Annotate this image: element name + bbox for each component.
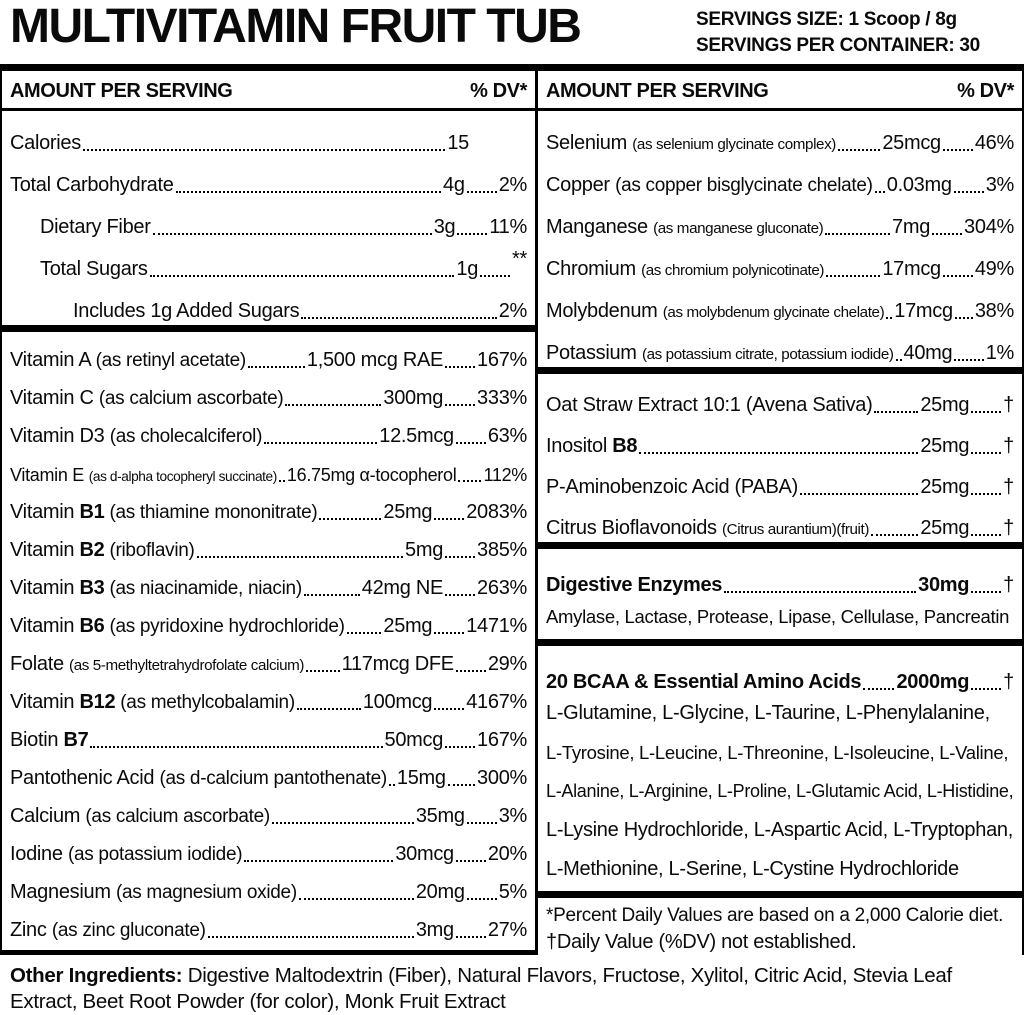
- nutrient-name-text: Vitamin A: [10, 349, 96, 371]
- dotted-leader: [467, 191, 497, 193]
- nutrient-name: [10, 349, 246, 372]
- nutrient-name-text: Biotin: [10, 729, 64, 751]
- nutrient-source-detail: (as cholecalciferol): [109, 426, 263, 447]
- nutrient-name-text: Vitamin: [10, 501, 80, 523]
- nutrient-amount: 300mg: [383, 387, 444, 409]
- nutrient-amount: 4g: [443, 174, 465, 196]
- nutrient-amount: 25mcg: [882, 132, 941, 154]
- nutrient-amount: 25mg: [920, 435, 970, 457]
- page-title: MULTIVITAMIN FRUIT TUB: [10, 0, 581, 53]
- dotted-leader: [724, 591, 916, 593]
- enzymes-list: Amylase, Lactase, Protease, Lipase, Cellulase, Pancreatin: [546, 606, 1010, 627]
- nutrient-amount: 17mcg: [894, 300, 953, 322]
- dotted-leader: [863, 688, 894, 690]
- servings-per-container: SERVINGS PER CONTAINER: 30: [696, 34, 980, 56]
- dotted-leader: [434, 632, 464, 634]
- nutrient-dv: 167%: [477, 349, 527, 371]
- nutrient-dv: 3%: [985, 174, 1014, 196]
- dotted-leader: [445, 556, 475, 558]
- top-divider: [0, 64, 1024, 71]
- nutrient-name-text: Vitamin E: [10, 465, 89, 485]
- nutrient-row: [546, 551, 1014, 597]
- dotted-leader: [299, 898, 414, 900]
- nutrient-section: [538, 374, 1022, 542]
- nutrient-name-bold: B8: [612, 435, 638, 457]
- nutrient-name: [10, 729, 88, 752]
- nutrient-name-bold: B3: [79, 577, 105, 599]
- nutrient-name-bold: B12: [79, 691, 116, 713]
- nutrient-dv: 2%: [498, 174, 527, 196]
- nutrient-source-detail: (as potassium citrate, potassium iodide): [641, 346, 894, 363]
- dotted-leader: [943, 149, 973, 151]
- other-ingredients-text: Digestive Maltodextrin (Fiber), Natural Flavors, Fructose, Xylitol, Citric Acid, Stevia Leaf Extract, Beet Root Powder (for color), Monk Fruit Extract: [10, 964, 952, 1013]
- dotted-leader: [458, 480, 481, 482]
- section-divider: [538, 542, 1022, 549]
- nutrient-name: [546, 435, 637, 458]
- dotted-leader: [448, 784, 475, 786]
- nutrient-dv: †: [1003, 476, 1014, 498]
- nutrient-dv: 263%: [477, 577, 527, 599]
- dotted-leader: [347, 632, 382, 634]
- amino-acids-line: L-Lysine Hydrochloride, L-Aspartic Acid, L-Tryptophan,: [546, 819, 1013, 841]
- nutrient-row: [10, 239, 527, 281]
- nutrient-row: [10, 486, 527, 524]
- nutrient-name: [10, 539, 195, 562]
- nutrient-name: [546, 216, 823, 239]
- dotted-leader: [971, 452, 1001, 454]
- nutrient-name-text: Vitamin: [10, 577, 80, 599]
- dotted-leader: [800, 493, 918, 495]
- nutrient-name: [40, 258, 148, 281]
- nutrient-row: [546, 648, 1014, 694]
- nutrient-dv: 63%: [487, 425, 527, 447]
- nutrient-amount: 117mcg DFE: [341, 653, 454, 675]
- section-divider: [538, 891, 1022, 898]
- nutrient-source-detail: (as manganese gluconate): [653, 220, 824, 237]
- nutrient-dv: 1471%: [466, 615, 527, 637]
- nutrient-row: [10, 790, 527, 828]
- nutrient-amount: 20mg: [415, 881, 465, 903]
- dotted-leader: [389, 784, 395, 786]
- nutrient-amount: 25mg: [383, 501, 433, 523]
- nutrient-amount: 17mcg: [882, 258, 941, 280]
- nutrient-name-text: Magnesium: [10, 881, 116, 903]
- nutrient-source-detail: (as niacinamide, niacin): [104, 578, 302, 599]
- dotted-leader: [153, 233, 432, 235]
- nutrient-row: [10, 281, 527, 323]
- nutrient-amount: 100mcg: [362, 691, 433, 713]
- right-column: [535, 71, 1024, 955]
- other-ingredients-label: Other Ingredients:: [10, 964, 183, 987]
- nutrient-dv: 333%: [477, 387, 527, 409]
- label-header: [0, 0, 1024, 64]
- nutrient-name-bold: B1: [79, 501, 105, 523]
- nutrient-name-text: Pantothenic Acid: [10, 767, 160, 789]
- nutrient-row: [546, 155, 1014, 197]
- nutrient-name: [546, 300, 884, 323]
- nutrient-name: [10, 653, 304, 676]
- nutrient-row: [546, 281, 1014, 323]
- nutrient-dv: †: [1003, 671, 1014, 693]
- nutrient-row: [10, 714, 527, 752]
- nutrient-row: [10, 410, 527, 448]
- nutrient-dv: **: [512, 248, 527, 270]
- nutrient-row: [546, 376, 1014, 417]
- nutrient-amount: 30mg: [918, 574, 970, 596]
- nutrient-amount: 25mg: [920, 476, 970, 498]
- nutrient-source-detail: (as calcium ascorbate): [85, 806, 270, 827]
- nutrient-name-text: Iodine: [10, 843, 68, 865]
- nutrient-name: [10, 843, 242, 866]
- nutrient-dv: 4167%: [466, 691, 527, 713]
- nutrient-name: [546, 258, 824, 281]
- nutrient-dv: 2%: [498, 300, 527, 322]
- dotted-leader: [480, 275, 510, 277]
- nutrient-name: [10, 881, 297, 904]
- nutrient-amount: 2000mg: [896, 671, 970, 693]
- nutrient-dv: 27%: [487, 919, 527, 941]
- nutrient-row: [546, 417, 1014, 458]
- nutrient-name-bold: B6: [79, 615, 105, 637]
- percent-dv-label: % DV*: [957, 80, 1014, 102]
- other-ingredients: [0, 955, 1024, 1015]
- nutrient-name: [10, 465, 277, 486]
- nutrient-source-detail: (as copper bisglycinate chelate): [615, 175, 873, 196]
- nutrient-row: [10, 334, 527, 372]
- dotted-leader: [301, 317, 496, 319]
- amount-per-serving-label: AMOUNT PER SERVING: [546, 80, 769, 102]
- nutrient-row: [546, 458, 1014, 499]
- dotted-leader: [272, 822, 414, 824]
- nutrient-name: [10, 174, 174, 197]
- nutrient-row: [10, 866, 527, 904]
- nutrient-row: [10, 197, 527, 239]
- dotted-leader: [825, 233, 890, 235]
- nutrient-source-detail: (as molybdenum glycinate chelate): [662, 304, 885, 321]
- nutrient-name-bold: B2: [79, 539, 105, 561]
- dotted-leader: [244, 860, 393, 862]
- nutrient-name-text: Digestive Enzymes: [546, 574, 723, 596]
- dotted-leader: [445, 594, 475, 596]
- nutrient-section: [538, 549, 1022, 639]
- nutrient-name: [546, 132, 836, 155]
- nutrient-source-detail: (as selenium glycinate complex): [632, 136, 836, 153]
- nutrient-name: [10, 919, 206, 942]
- dotted-leader: [875, 191, 885, 193]
- dotted-leader: [304, 594, 360, 596]
- dotted-leader: [896, 359, 902, 361]
- dotted-leader: [457, 233, 487, 235]
- nutrient-amount: 50mcg: [384, 729, 444, 751]
- nutrient-row: [10, 828, 527, 866]
- nutrient-amount: 16.75mg α-tocopherol: [286, 465, 457, 485]
- nutrient-dv: †: [1003, 435, 1014, 457]
- dotted-leader: [264, 442, 377, 444]
- nutrient-amount: 25mg: [920, 517, 970, 539]
- dotted-leader: [285, 404, 381, 406]
- nutrient-dv: 3%: [498, 805, 527, 827]
- nutrient-row: [10, 113, 527, 155]
- nutrient-source-detail: (as pyridoxine hydrochloride): [104, 616, 345, 637]
- nutrient-name-text: Folate: [10, 653, 70, 675]
- dotted-leader: [954, 359, 983, 361]
- dotted-leader: [248, 366, 305, 368]
- nutrient-amount: 0.03mg: [886, 174, 952, 196]
- nutrient-source-detail: (as thiamine mononitrate): [104, 502, 318, 523]
- amino-acids-line: L-Glutamine, L-Glycine, L-Taurine, L-Phenylalanine,: [546, 702, 990, 724]
- nutrient-dv: 20%: [487, 843, 527, 865]
- servings-info: [696, 2, 1016, 58]
- nutrient-name-text: Copper: [546, 174, 616, 196]
- dotted-leader: [932, 233, 962, 235]
- nutrient-name: [10, 132, 81, 155]
- nutrient-amount: 1g: [456, 258, 479, 280]
- nutrient-name: [10, 767, 387, 790]
- nutrient-name-text: Calories: [10, 132, 81, 154]
- nutrient-row: [546, 323, 1014, 365]
- left-column-header: [2, 71, 535, 111]
- nutrient-name-text: Manganese: [546, 216, 654, 238]
- nutrient-source-detail: (as d-alpha tocopheryl succinate): [88, 469, 277, 484]
- nutrient-source-detail: (as 5-methyltetrahydrofolate calcium): [69, 657, 305, 674]
- dotted-leader: [456, 670, 486, 672]
- nutrient-name: [546, 342, 894, 365]
- nutrient-source-detail: (Citrus aurantium)(fruit): [722, 521, 869, 538]
- nutrient-amount: 25mg: [920, 394, 970, 416]
- section-divider: [538, 367, 1022, 374]
- nutrient-name: [546, 174, 873, 197]
- nutrient-source-detail: (as zinc gluconate): [51, 920, 206, 941]
- left-column: [0, 71, 535, 955]
- nutrient-name: [73, 300, 299, 323]
- nutrient-section: [2, 332, 535, 944]
- nutrient-dv: 5%: [498, 881, 527, 903]
- nutrient-name: [546, 394, 872, 417]
- nutrient-name-text: 20 BCAA & Essential Amino Acids: [546, 671, 862, 693]
- nutrient-name: [10, 615, 345, 638]
- dotted-leader: [297, 708, 361, 710]
- nutrient-name-text: P-Aminobenzoic Acid (PABA): [546, 476, 798, 498]
- nutrient-row: [546, 499, 1014, 540]
- nutrient-amount: 5mg: [405, 539, 444, 561]
- nutrient-dv: 2083%: [466, 501, 527, 523]
- section-divider: [2, 325, 535, 332]
- dotted-leader: [943, 275, 973, 277]
- dotted-leader: [838, 149, 880, 151]
- nutrient-name-text: Vitamin: [10, 691, 80, 713]
- nutrient-name-text: Chromium: [546, 258, 642, 280]
- nutrient-row: [10, 562, 527, 600]
- dotted-leader: [434, 708, 464, 710]
- nutrient-name: [546, 517, 869, 540]
- dotted-leader: [955, 317, 973, 319]
- dotted-leader: [456, 860, 486, 862]
- nutrient-amount: 30mcg: [395, 843, 454, 865]
- nutrient-name-bold: B7: [63, 729, 89, 751]
- dotted-leader: [874, 411, 918, 413]
- dotted-leader: [445, 366, 475, 368]
- dotted-leader: [971, 411, 1001, 413]
- nutrient-name: [10, 691, 295, 714]
- dotted-leader: [871, 534, 918, 536]
- nutrient-name: [546, 671, 861, 694]
- dotted-leader: [197, 556, 403, 558]
- dotted-leader: [208, 936, 414, 938]
- nutrient-row: [10, 600, 527, 638]
- nutrient-dv: 29%: [487, 653, 527, 675]
- nutrient-name-text: Citrus Bioflavonoids: [546, 517, 723, 539]
- nutrient-name: [10, 577, 302, 600]
- nutrient-row: [10, 904, 527, 942]
- right-sections: [538, 111, 1022, 955]
- amount-per-serving-label: AMOUNT PER SERVING: [10, 80, 233, 102]
- dotted-leader: [971, 688, 1001, 690]
- nutrient-name-text: Potassium: [546, 342, 642, 364]
- nutrient-name-text: Inositol: [546, 435, 613, 457]
- nutrient-row: [546, 113, 1014, 155]
- nutrient-name-text: Calcium: [10, 805, 86, 827]
- nutrient-source-detail: (as magnesium oxide): [115, 882, 297, 903]
- dotted-leader: [971, 591, 1001, 593]
- nutrient-dv: 304%: [964, 216, 1014, 238]
- nutrient-row: [10, 155, 527, 197]
- nutrient-name: [40, 216, 151, 239]
- nutrient-name-text: Total Carbohydrate: [10, 174, 174, 196]
- nutrient-row: [10, 638, 527, 676]
- nutrient-name: [10, 501, 317, 524]
- nutrient-amount: 35mg: [415, 805, 465, 827]
- dotted-leader: [971, 534, 1001, 536]
- nutrient-amount: 42mg NE: [361, 577, 444, 599]
- nutrient-name-text: Oat Straw Extract 10:1 (Avena Sativa): [546, 394, 873, 416]
- dotted-leader: [456, 442, 486, 444]
- dotted-leader: [971, 493, 1001, 495]
- nutrient-amount: 15: [447, 132, 469, 154]
- nutrient-dv: †: [1003, 517, 1014, 539]
- nutrient-section: [538, 646, 1022, 891]
- nutrient-name: [546, 574, 722, 597]
- nutrient-row: [10, 372, 527, 410]
- serving-size: SERVINGS SIZE: 1 Scoop / 8g: [696, 9, 957, 30]
- nutrient-source-detail: (as calcium ascorbate): [98, 388, 284, 409]
- nutrient-amount: 12.5mcg: [379, 425, 454, 447]
- amino-acids-line: L-Alanine, L-Arginine, L-Proline, L-Glutamic Acid, L-Histidine,: [546, 781, 1014, 801]
- footnotes: [538, 898, 1022, 955]
- nutrient-name-text: Total Sugars: [40, 258, 148, 280]
- nutrient-name: [10, 425, 262, 448]
- nutrient-source-detail: (as potassium iodide): [67, 844, 243, 865]
- nutrient-dv: 385%: [477, 539, 527, 561]
- nutrient-name: [10, 805, 270, 828]
- dotted-leader: [467, 822, 497, 824]
- dotted-leader: [445, 746, 475, 748]
- nutrient-amount: 3g: [433, 216, 456, 238]
- nutrient-amount: 40mg: [903, 342, 953, 364]
- dotted-leader: [90, 746, 382, 748]
- dotted-leader: [176, 191, 441, 193]
- facts-columns: [0, 71, 1024, 955]
- left-sections: [2, 111, 535, 944]
- dotted-leader: [826, 275, 880, 277]
- nutrient-amount: 1,500 mcg RAE: [306, 349, 444, 371]
- nutrient-dv: 300%: [477, 767, 527, 789]
- nutrient-name-text: Vitamin D3: [10, 425, 110, 447]
- nutrient-name-text: Vitamin C: [10, 387, 99, 409]
- nutrient-dv: †: [1003, 394, 1014, 416]
- dotted-leader: [954, 191, 984, 193]
- dotted-leader: [886, 317, 892, 319]
- nutrient-row: [10, 752, 527, 790]
- nutrient-dv: 167%: [477, 729, 527, 751]
- nutrient-dv: 38%: [974, 300, 1014, 322]
- percent-dv-label: % DV*: [470, 80, 527, 102]
- nutrient-name: [10, 387, 283, 410]
- nutrient-name-text: Molybdenum: [546, 300, 663, 322]
- dotted-leader: [306, 670, 340, 672]
- nutrient-name-text: Dietary Fiber: [40, 216, 151, 238]
- nutrient-row: [546, 197, 1014, 239]
- nutrient-dv: 46%: [974, 132, 1014, 154]
- nutrient-amount: 15mg: [396, 767, 446, 789]
- footnote-line: *Percent Daily Values are based on a 2,000 Calorie diet.: [546, 905, 1004, 926]
- dotted-leader: [639, 452, 918, 454]
- amino-acids-line: L-Tyrosine, L-Leucine, L-Threonine, L-Isoleucine, L-Valine,: [546, 741, 1009, 763]
- nutrient-source-detail: (as methylcobalamin): [115, 692, 295, 713]
- nutrient-name: [546, 476, 798, 499]
- nutrient-row: [10, 524, 527, 562]
- nutrient-name-text: Vitamin: [10, 615, 80, 637]
- dotted-leader: [319, 518, 381, 520]
- dotted-leader: [83, 149, 445, 151]
- nutrient-source-detail: (riboflavin): [104, 540, 195, 561]
- section-divider: [538, 639, 1022, 646]
- dotted-leader: [150, 275, 455, 277]
- right-column-header: [538, 71, 1022, 111]
- dotted-leader: [279, 480, 285, 482]
- nutrient-amount: 3mg: [415, 919, 454, 941]
- nutrient-dv: †: [1003, 574, 1014, 596]
- nutrient-source-detail: (as chromium polynicotinate): [641, 262, 825, 279]
- amino-acids-line: L-Methionine, L-Serine, L-Cystine Hydrochloride: [546, 858, 959, 880]
- nutrient-source-detail: (as retinyl acetate): [95, 350, 246, 371]
- nutrient-name-text: Zinc: [10, 919, 52, 941]
- dotted-leader: [467, 898, 497, 900]
- nutrient-dv: 112%: [483, 465, 527, 485]
- nutrient-amount: 7mg: [892, 216, 931, 238]
- nutrient-name-text: Vitamin: [10, 539, 80, 561]
- nutrient-section: [538, 111, 1022, 367]
- dotted-leader: [456, 936, 486, 938]
- nutrient-dv: 1%: [985, 342, 1014, 364]
- nutrient-name-text: Includes 1g Added Sugars: [73, 300, 300, 322]
- nutrient-section: [2, 111, 535, 325]
- nutrient-row: [546, 239, 1014, 281]
- nutrient-row: [10, 676, 527, 714]
- nutrient-dv: 49%: [974, 258, 1014, 280]
- nutrient-source-detail: (as d-calcium pantothenate): [159, 768, 387, 789]
- footnote-line: †Daily Value (%DV) not established.: [546, 931, 857, 953]
- dotted-leader: [445, 404, 475, 406]
- nutrient-name-text: Selenium: [546, 132, 633, 154]
- nutrient-row: [10, 448, 527, 486]
- dotted-leader: [434, 518, 464, 520]
- nutrient-amount: 25mg: [383, 615, 433, 637]
- nutrient-dv: 11%: [489, 216, 527, 238]
